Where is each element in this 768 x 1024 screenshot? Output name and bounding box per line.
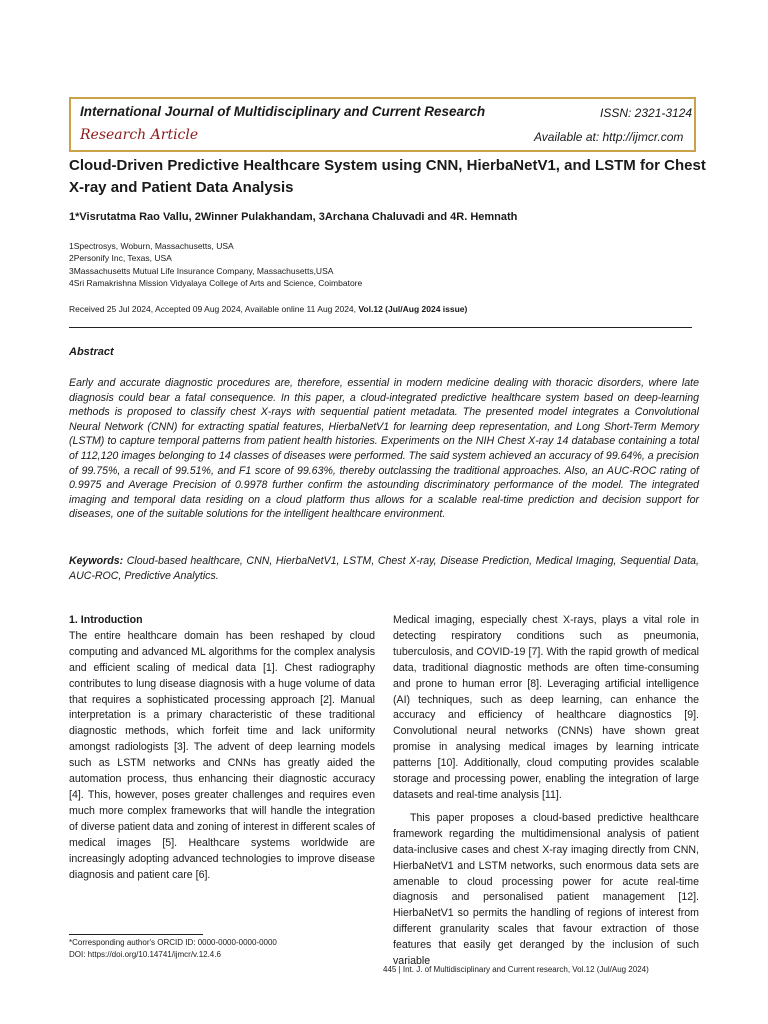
right-column	[393, 613, 699, 970]
issn: ISSN: 2321-3124	[600, 106, 693, 120]
intro-paragraph-1: The entire healthcare domain has been reshaped by cloud computing and advanced ML algorithms for the complex analysis and efficient scaling of medical data [1]. Chest radiography contributes to lung disease diagnosis with a huge volume of data that requires a sophisticated processing approach [2]. Manual interpretation is a primary characteristic of these traditional diagnostic methods, which forfeit time and lack uniformity amongst radiologists [3]. The advent of deep learning models such as LSTM networks and CNNs has greatly aided the automation process, thus enhancing their diagnostic accuracy [4]. This, however, poses greater challenges and requires even much more complex frameworks that will handle the integration of diverse patient data and zoning of interest in different scales of medical images [5]. Healthcare systems worldwide are increasingly adopting advanced technologies to improve disease diagnosis and patient care [6].	[69, 629, 375, 881]
page-footer: 445 | Int. J. of Multidisciplinary and Current research, Vol.12 (Jul/Aug 2024)	[383, 965, 649, 974]
affiliations	[69, 240, 362, 289]
orcid-note: *Corresponding author's ORCID ID: 0000-0000-0000-0000	[69, 938, 277, 947]
keywords-text: Cloud-based healthcare, CNN, HierbaNetV1, LSTM, Chest X-ray, Disease Prediction, Medical Imaging, Sequential Data, AUC-ROC, Predictive Analytics.	[69, 555, 699, 582]
intro-paragraph-2: Medical imaging, especially chest X-rays, plays a vital role in detecting respiratory conditions such as pneumonia, tuberculosis, and COVID-19 [7]. With the rapid growth of medical data, traditional diagnostic methods are often time-consuming and prone to human error [8]. Leveraging artificial intelligence (AI) techniques, such as deep learning, can enhance the accuracy and efficiency of healthcare diagnostics [9]. Convolutional neural networks (CNNs) have shown great promise in analysing medical images by learning intricate patterns [10]. Additionally, cloud computing provides scalable storage and processing power, enabling the integration of large datasets and real-time analysis [11].	[393, 614, 699, 801]
keywords	[69, 554, 699, 583]
paper-title: Cloud-Driven Predictive Healthcare System using CNN, HierbaNetV1, and LSTM for Chest X-ray and Patient Data Analysis	[69, 157, 706, 196]
affiliation-2: 2Personify Inc, Texas, USA	[69, 253, 172, 264]
received-text: Received 25 Jul 2024, Accepted 09 Aug 2024, Available online 11 Aug 2024,	[69, 304, 359, 314]
affiliation-3: 3Massachusetts Mutual Life Insurance Company, Massachusetts,USA	[69, 265, 334, 276]
section-heading-introduction: 1. Introduction	[69, 614, 143, 626]
doi-link[interactable]: DOI: https://doi.org/10.14741/ijmcr/v.12.4.6	[69, 949, 221, 959]
authors: 1*Visrutatma Rao Vallu, 2Winner Pulakhandam, 3Archana Chaluvadi and 4R. Hemnath	[69, 211, 518, 223]
affiliation-1: 1Spectrosys, Woburn, Massachusetts, USA	[69, 241, 234, 251]
volume-info: Vol.12 (Jul/Aug 2024 issue)	[358, 304, 468, 314]
divider	[69, 327, 692, 328]
journal-url[interactable]: Available at: http://ijmcr.com	[534, 130, 684, 144]
received-dates	[69, 304, 467, 314]
keywords-label: Keywords:	[69, 555, 124, 567]
footnote-divider	[69, 934, 203, 935]
abstract-heading: Abstract	[69, 346, 114, 358]
article-type: Research Article	[80, 127, 199, 143]
affiliation-4: 4Sri Ramakrishna Mission Vidyalaya College of Arts and Science, Coimbatore	[69, 277, 363, 288]
intro-paragraph-3: This paper proposes a cloud-based predictive healthcare framework regarding the multidimensional analysis of patient data-inclusive cases and chest X-ray imaging directly from CNN, HierbaNetV1 and LSTM networks, such enormous data sets are amenable to cloud processing power for acute real-time diagnosis and personalised patient management [12]. HierbaNetV1 so permits the handling of regions of interest from different granularity scales that favour extraction of those features that easily get deranged by the inclusion of such variable	[393, 811, 699, 968]
left-column	[69, 613, 375, 883]
footnote	[69, 937, 277, 960]
journal-name: International Journal of Multidisciplinary and Current Research	[80, 104, 486, 119]
abstract-body: Early and accurate diagnostic procedures are, therefore, essential in modern medicine dealing with thoracic disorders, where late diagnosis could bear a fatal consequence. In this paper, a cloud-integrated predictive healthcare system based on deep-learning methods is proposed to classify chest X-rays with sequential patient metadata. The presented model integrates a Convolutional Neural Network (CNN) for extracting spatial features, HierbaNetV1 for learning deep representation, and Long Short-Term Memory (LSTM) to capture temporal patterns from patient health histories. Experiments on the NIH Chest X-ray 14 database containing a total of 112,120 images belonging to 14 classes of diseases were performed. The said system achieved an accuracy of 99.64%, a precision of 99.75%, a recall of 99.51%, and F1 score of 99.63%, thereby outclassing the traditional approaches. Also, an AUC-ROC rating of 0.9975 and Average Precision of 0.9978 further confirm the astounding discriminatory performance of the model. The integrated imaging and temporal data residing on a cloud platform thus allows for a scalable real-time prediction and decision support for diseases, one of the suitable solutions for the intelligent healthcare environment.	[69, 377, 699, 521]
